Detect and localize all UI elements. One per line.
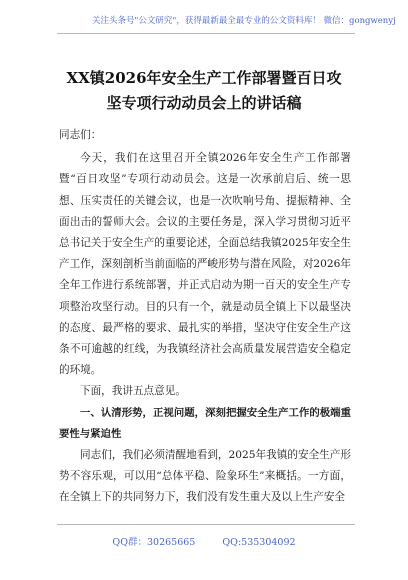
- title-line-1: XX镇2026年安全生产工作部署暨百日攻: [66, 69, 342, 87]
- footer-qq: QQ:535304092: [222, 537, 296, 548]
- paragraph-situation: 同志们，我们必须清醒地看到，2025年我镇的安全生产形势不容乐观，可以用“总体平稳、险象环生”来概括。一方面，在全镇上下的共同努力下，我们没有发生重大及以上生产安全: [59, 449, 351, 504]
- header-divider: [57, 33, 355, 34]
- footer-divider: [57, 524, 355, 525]
- salutation: 同志们：: [59, 129, 102, 141]
- title-line-2: 坚专项行动动员会上的讲话稿: [106, 94, 302, 112]
- document-body: [59, 125, 351, 509]
- header-banner: 关注头条号"公文研究"，获得最新最全最专业的公文资料库！ 微信：gongwenyj: [92, 16, 396, 26]
- paragraph-transition: 下面，我讲五点意见。: [80, 385, 186, 398]
- footer-qq-group: QQ群：30265665: [112, 537, 196, 548]
- document-title: [50, 66, 358, 116]
- footer-contacts: [0, 534, 408, 548]
- section-heading-1: 一、认清形势，正视问题，深刻把握安全生产工作的极端重要性与紧迫性: [59, 406, 351, 440]
- paragraph-opening: 今天，我们在这里召开全镇2026年安全生产工作部署暨“百日攻坚”专项行动动员会。这是一次承前启后、统一思想、压实责任的关键会议，也是一次吹响号角、提振精神、全面出击的誓师大会。会议的主要任务是，深入学习贯彻习近平总书记关于安全生产的重要论述，全面总结我镇2025年安全生产工作，深刻剖析当前面临的严峻形势与潜在风险，对2026年全年工作进行系统部署，并正式启动为期一百天的安全生产专项整治攻坚行动。目的只有一个，就是动员全镇上下以最坚决的态度、最严格的要求、最扎实的举措，坚决守住安全生产这条不可逾越的红线，为我镇经济社会高质量发展营造安全稳定的环境。: [59, 152, 351, 377]
